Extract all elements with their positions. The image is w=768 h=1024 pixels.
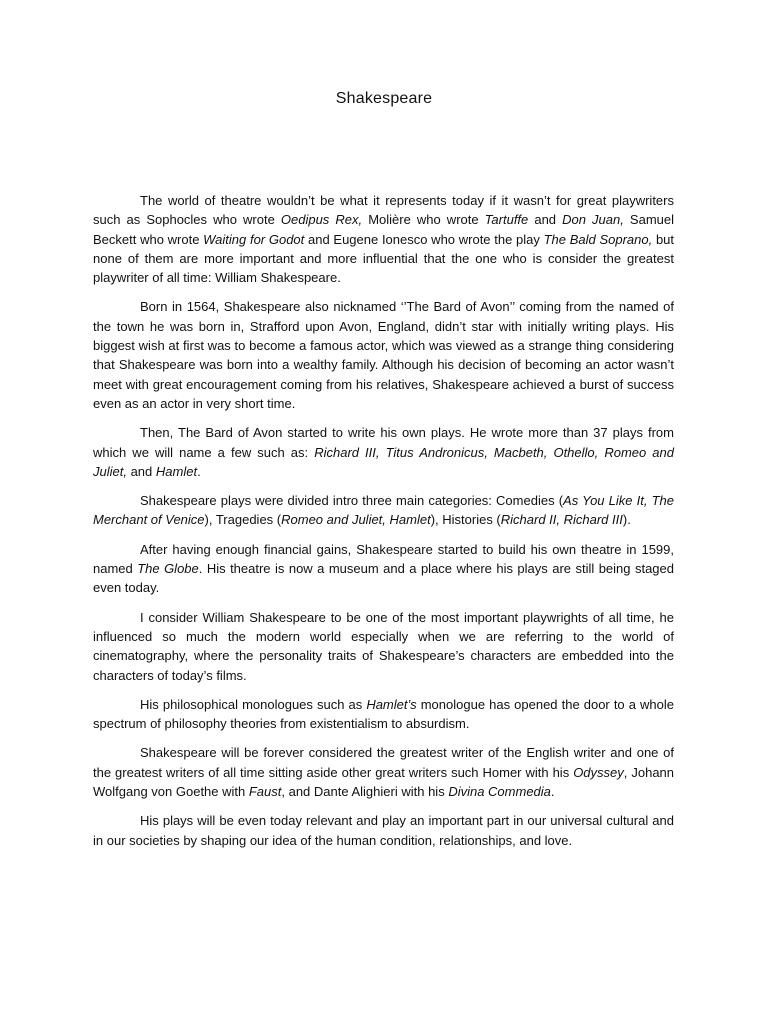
body-paragraph xyxy=(93,811,674,850)
body-paragraph xyxy=(93,491,674,530)
italic-text-run: Faust xyxy=(248,784,282,800)
body-paragraph xyxy=(93,608,674,685)
text-run: After having enough financial gains, Shakespeare started to build his own theatre in 1599, named xyxy=(93,541,674,577)
text-run: and xyxy=(126,463,156,479)
text-run: , and Dante Alighieri with his xyxy=(281,784,449,800)
italic-text-run: Hamlet xyxy=(155,463,198,479)
text-run: but none of them are more important and more influential that the one who is consider the greatest playwriter of all time: William Shakespeare. xyxy=(93,231,675,286)
text-run: His plays will be even today relevant and play an important part in our universal cultural and in our societies by shaping our idea of the human condition, relationships, and love. xyxy=(93,813,674,848)
italic-text-run: Odyssey xyxy=(573,764,624,780)
text-run: . xyxy=(550,784,555,800)
italic-text-run: The Bald Soprano, xyxy=(543,231,653,247)
text-run: ). xyxy=(622,512,631,528)
text-run: The world of theatre wouldn’t be what it represents today if it wasn’t for great playwriters such as Sophocles who wrote xyxy=(93,193,674,228)
body-paragraph xyxy=(93,297,674,413)
italic-text-run: As You Like It, The Merchant of Venice xyxy=(93,493,674,528)
document-title: Shakespeare xyxy=(335,90,433,107)
text-run: Samuel Beckett who wrote xyxy=(93,212,675,247)
text-run: Born in 1564, Shakespeare also nicknamed ‘’The Bard of Avon’’ coming from the named of the town he was born in, Strafford upon Avon, England, didn’t star with initially writing plays. His biggest wish at first was to become a famous actor, which was viewed as a strange thing considering that Shakespeare was born into a wealthy family. Although his decision of becoming an actor wasn’t meet with great encouragement coming from his relatives, Shakespeare achieved a burst of success even as an actor in very short time. xyxy=(93,299,674,411)
italic-text-run: Hamlet’s xyxy=(366,696,417,712)
document-body xyxy=(93,191,674,860)
body-paragraph xyxy=(93,695,674,734)
italic-text-run: Don Juan, xyxy=(562,212,624,228)
text-run: Then, The Bard of Avon started to write his own plays. He wrote more than 37 plays from which we will name a few such as: xyxy=(93,425,674,460)
text-run: ), Tragedies ( xyxy=(204,512,282,528)
text-run: His philosophical monologues such as xyxy=(140,696,367,712)
text-run: I consider William Shakespeare to be one of the most important playwrights of all time, he influenced so much the modern world especially when we are referring to the world of cinematography, where the personality traits of Shakespeare’s characters are embedded into the characters of today’s films. xyxy=(93,609,674,683)
italic-text-run: Richard II, Richard III xyxy=(500,512,623,528)
italic-text-run: The Globe xyxy=(137,561,199,577)
body-paragraph xyxy=(93,743,674,801)
text-run: monologue has opened the door to a whole spectrum of philosophy theories from existentialism to absurdism. xyxy=(93,696,675,732)
italic-text-run: Divina Commedia xyxy=(448,784,551,800)
text-run: ), Histories ( xyxy=(430,512,501,528)
italic-text-run: Romeo and Juliet, Hamlet xyxy=(281,512,431,528)
text-run: . xyxy=(197,463,201,479)
body-paragraph xyxy=(93,540,674,598)
italic-text-run: Richard III, Titus Andronicus, Macbeth, Othello, Romeo and Juliet, xyxy=(93,444,674,479)
text-run: , Johann Wolfgang von Goethe with xyxy=(93,764,675,800)
text-run: and xyxy=(528,212,563,228)
text-run: and Eugene Ionesco who wrote the play xyxy=(304,231,544,247)
text-run: Shakespeare plays were divided intro three main categories: Comedies ( xyxy=(140,493,564,509)
text-run: . His theatre is now a museum and a place where his plays are still being staged even today. xyxy=(93,561,674,596)
italic-text-run: Oedipus Rex, xyxy=(280,212,363,228)
italic-text-run: Waiting for Godot xyxy=(203,231,305,247)
text-run: Molière who wrote xyxy=(362,212,485,228)
text-run: Shakespeare will be forever considered the greatest writer of the English writer and one of the greatest writers of all time sitting aside other great writers such Homer with his xyxy=(93,745,674,780)
body-paragraph xyxy=(93,423,674,481)
italic-text-run: Tartuffe xyxy=(484,212,529,228)
body-paragraph xyxy=(93,191,674,287)
